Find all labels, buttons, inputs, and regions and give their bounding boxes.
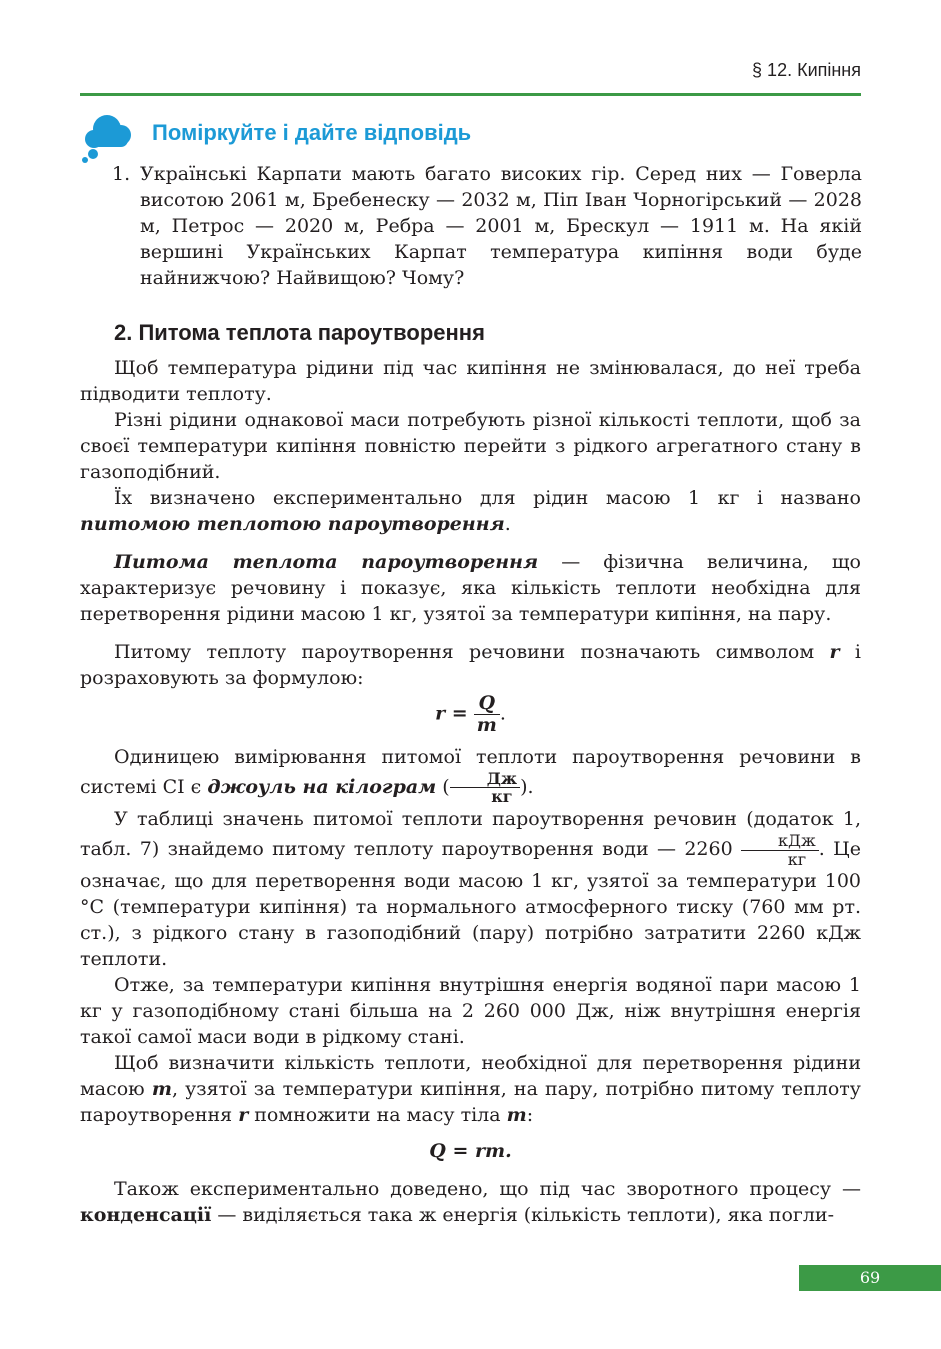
paragraph-6: Одиницею вимірювання питомої теплоти пароутворення речовини в системі СІ є джоуль на кілограм ( $\frac{Дж}{кг}$ ).: [80, 745, 861, 807]
page-number: 69: [799, 1265, 941, 1291]
unit-term: джоуль на кілограм: [207, 775, 437, 798]
paragraph-3: Їх визначено експериментально для рідин масою 1 кг і названо питомою теплотою пароутворення.: [80, 487, 861, 535]
paragraph-2: Різні рідини однакової маси потребують різної кількості теплоти, щоб за своєї температури кипіння повністю перейти з рідкого агрегатного стану в газоподібний.: [80, 409, 861, 483]
formula-q: Q = rm.: [429, 1140, 512, 1163]
paragraph-9: Щоб визначити кількість теплоти, необхідної для перетворення рідини масою m, узятої за температури кипіння, на пару, потрібно питому теплоту пароутворення r помножити на масу тіла m:: [80, 1052, 861, 1127]
running-header: § 12. Кипіння: [752, 60, 861, 80]
paragraph-1: Щоб температура рідини під час кипіння не змінювалася, до неї треба підводити теплоту.: [80, 357, 861, 405]
definition-term: Питома теплота пароутворення: [114, 551, 539, 573]
question-item: [112, 161, 862, 291]
question-text: Українські Карпати мають багато високих гір. Серед них — Говерла висотою 2061 м, Бребенеску — 2032 м, Піп Іван Чорногірський — 2028 м, Петрос — 2020 м, Ребра — 2001 м, Брескул — 1911 м. На якій вершині Українських Карпат температура кипіння води буде найнижчою? Найвищою? Чому?: [140, 163, 862, 289]
section-body: [80, 355, 861, 1228]
section-title: 2. Питома теплота пароутворення: [114, 320, 485, 345]
header-divider: [80, 93, 861, 96]
paragraph-10: Також експериментально доведено, що під час зворотного процесу — конденсації — виділяється така ж енергія (кількість теплоти), яка погли-: [80, 1178, 861, 1227]
think-block-title: Поміркуйте і дайте відповідь: [152, 120, 472, 145]
term-specific-heat: питомою теплотою пароутворення: [80, 513, 505, 535]
paragraph-5: Питому теплоту пароутворення речовини позначають символом r і розраховують за формулою:: [80, 641, 861, 689]
formula-r: r = $\frac{Q}{m}$ .: [435, 692, 506, 736]
definition: Питома теплота пароутворення — фізична величина, що характеризує речовину і показує, яка кількість теплоти необхідна для перетворення рідини масою 1 кг, узятої за температури кипіння, на пару.: [80, 551, 861, 625]
term-condensation: конденсації: [80, 1204, 212, 1227]
paragraph-8: Отже, за температури кипіння внутрішня енергія водяної пари масою 1 кг у газоподібному стані більша на 2 260 000 Дж, ніж внутрішня енергія такої самої маси води в рідкому стані.: [80, 974, 861, 1049]
question-number: 1.: [112, 163, 131, 185]
paragraph-7: У таблиці значень питомої теплоти пароутворення речовин (додаток 1, табл. 7) знайдемо питому теплоту пароутворення води — 2260 $\frac{\text{кДж}}{кг}$ . Це означає, що для перетворення води масою 1 кг, узятої за температури 100 °С (температури кипіння) та нормального атмосферного тиску (760 мм рт. ст.), з рідкого стану в газоподібний (пару) потрібно затратити 2260 кДж теплоти.: [80, 807, 861, 971]
cloud-icon: [80, 113, 134, 163]
